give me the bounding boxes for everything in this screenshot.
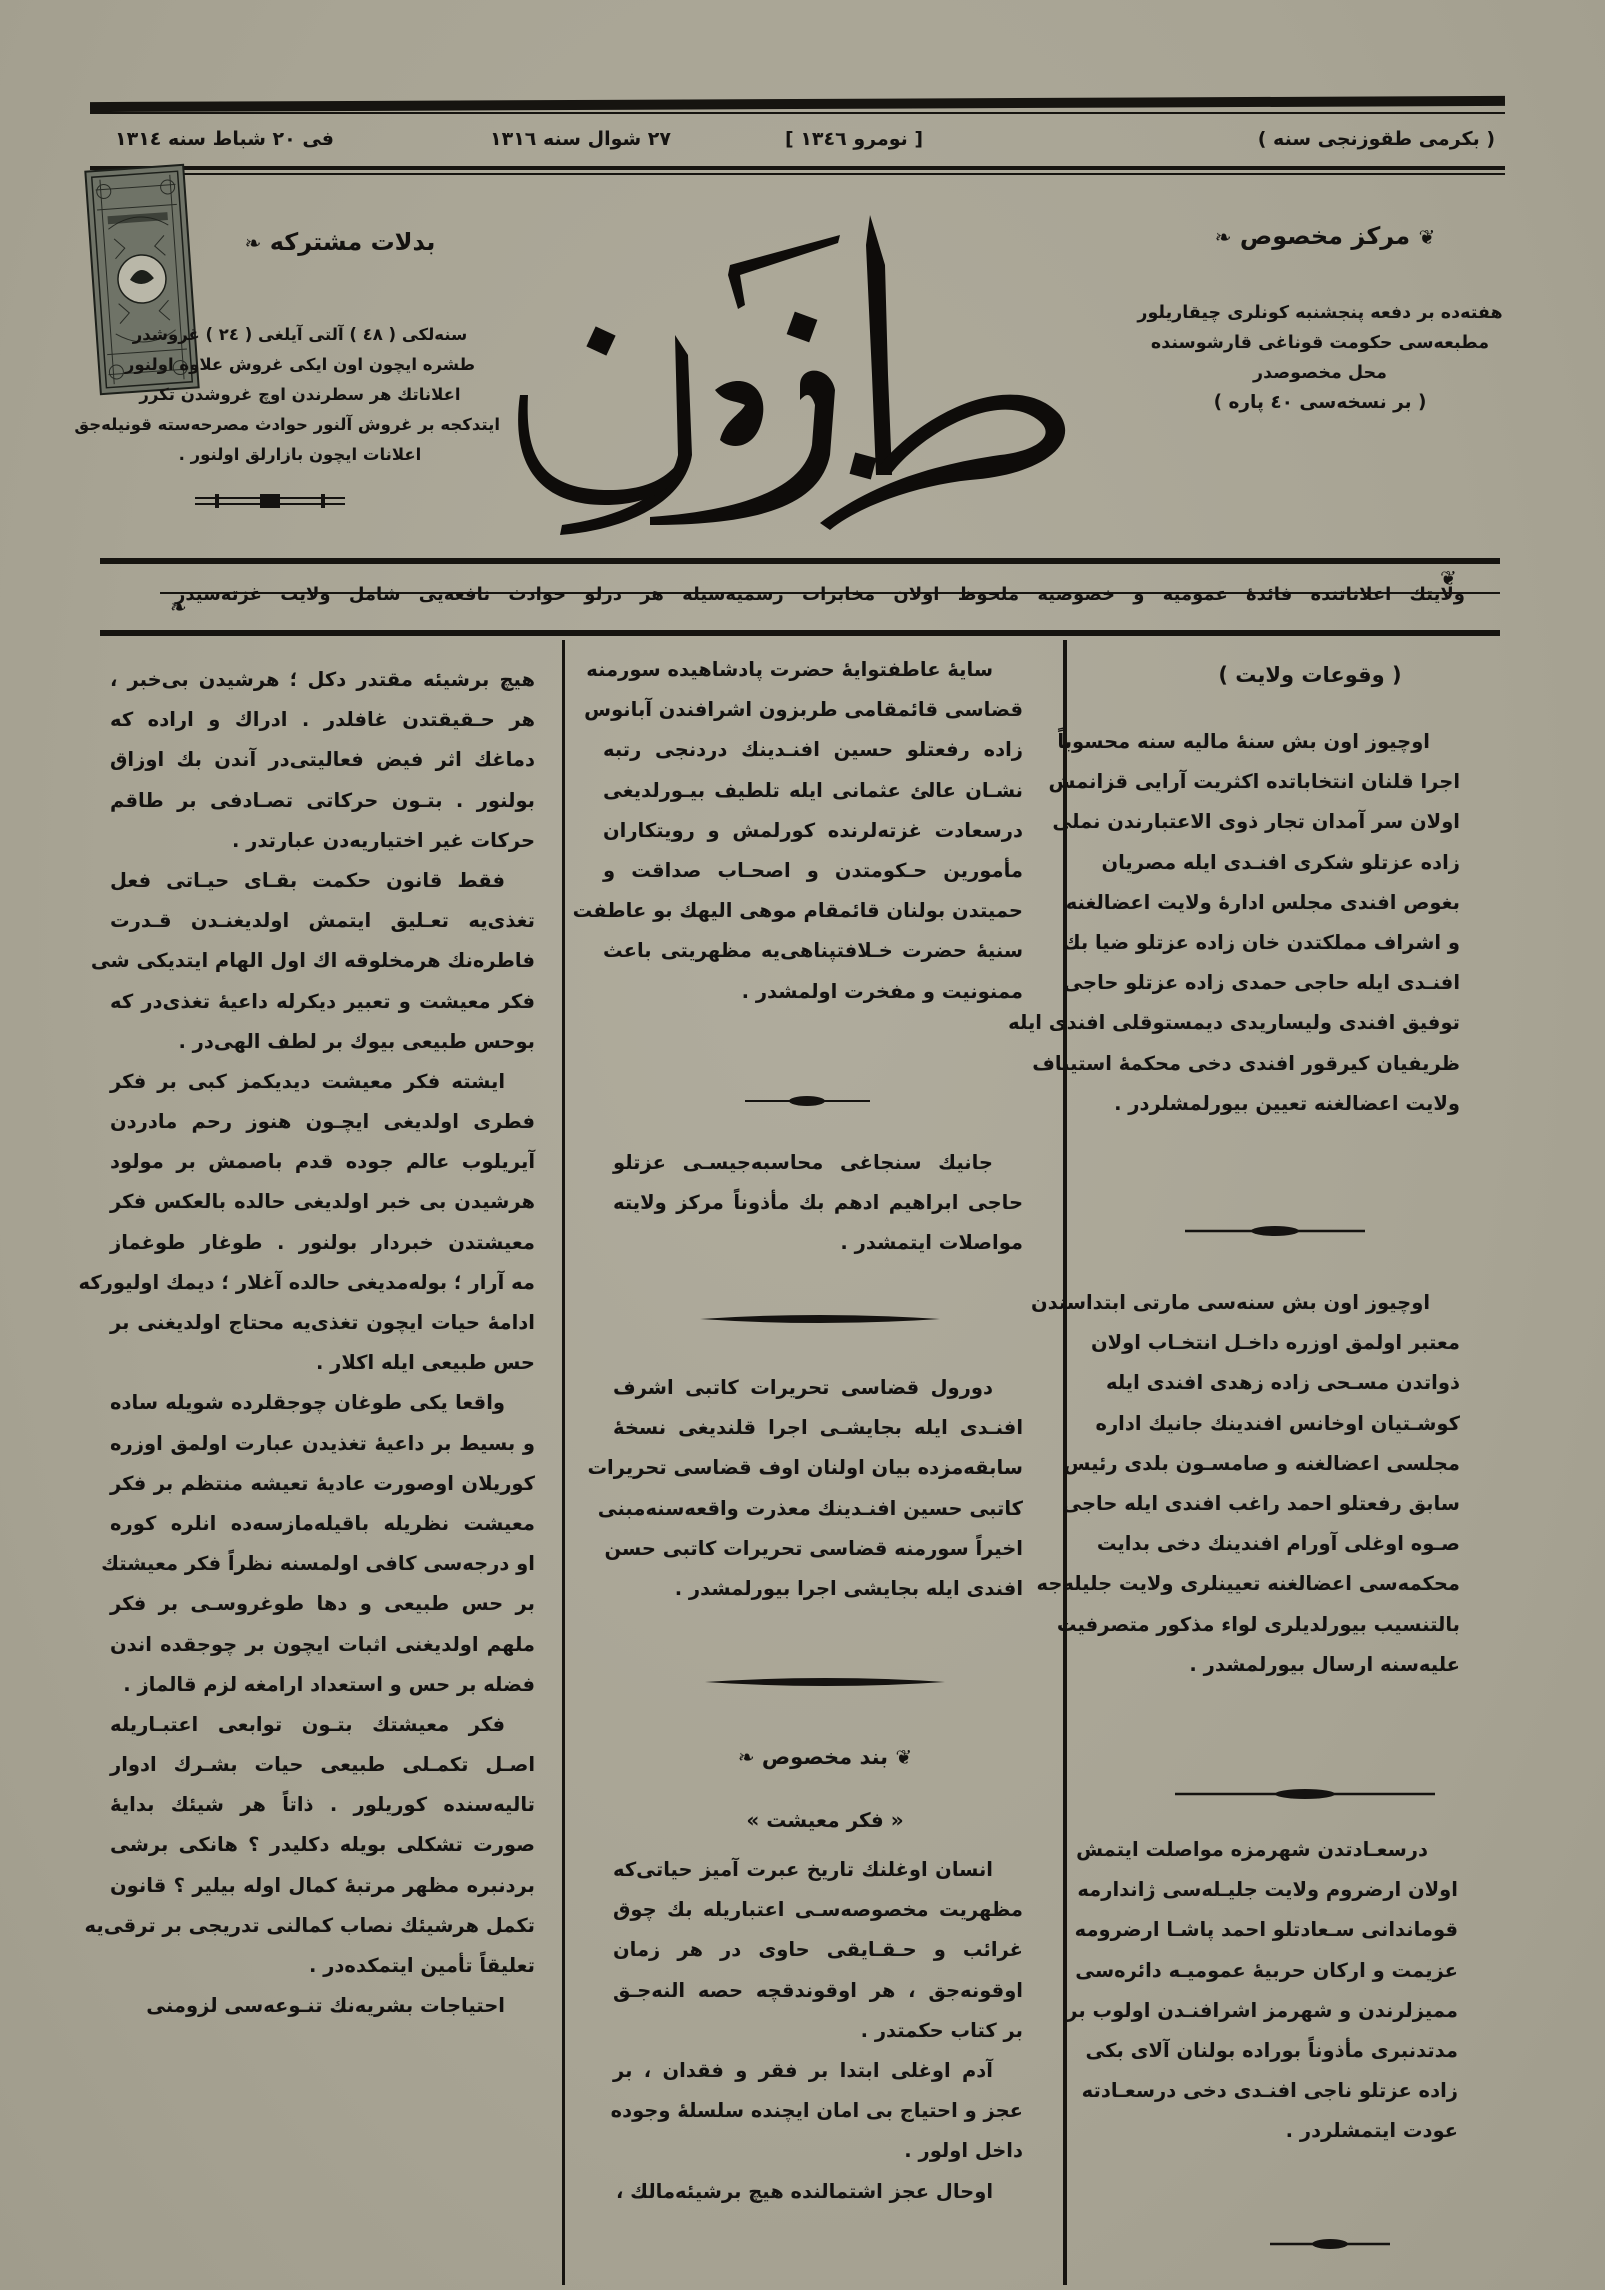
banner-top-rule — [100, 558, 1500, 564]
article-line: درسعـادتدن شهرمزه مواصلت ایتمش — [1076, 1838, 1428, 1861]
article-line: فکر معیشتك بتـون توابعی اعتبـاریله — [110, 1712, 505, 1736]
feature-article — [610, 1850, 1023, 2212]
article — [1030, 1283, 1460, 1685]
article-line: ادامهٔ حیات ایچون تغذی‌یه محتاج اولدیغنی بر — [110, 1311, 535, 1334]
article — [1008, 722, 1460, 1124]
article-line: مأمورین حـکومتدن و اصحـاب صداقت و — [603, 858, 1023, 882]
article-line: دورول قضاسی تحریرات کاتبی اشرف — [613, 1376, 993, 1399]
office-line: محل مخصوصدر — [1253, 363, 1387, 383]
article-line: اوچیوز اون بش سنهٔ مالیه سنه محسوباً — [1057, 730, 1430, 753]
article-line: تالیه‌سنده کوریلور . ذاتاً هر شیئك بدایهٔ — [110, 1793, 535, 1817]
rumi-date: فی ۲۰ شباط سنه ۱۳۱٤ — [115, 128, 334, 150]
article-line: هرشیدن بی خبر اولدیغی حالده بالعکس فکر — [110, 1190, 535, 1214]
article-line: تکمل هرشیئك نصاب کمالنی تدریجی بر ترقی‌یه — [84, 1913, 535, 1937]
ornament-icon: ❧ — [737, 1745, 755, 1769]
article-line: محکمه‌سی اعضالغنه تعیینلری ولایت جلیله‌جه — [1036, 1572, 1460, 1596]
masthead-logo — [500, 205, 1090, 535]
ornament-icon: ❦ — [895, 1745, 913, 1769]
article-line: حاجی ابراهیم ادهم بك مأذوناً مرکز ولایته — [613, 1191, 1023, 1215]
banner-text: ولایتك اعلاناتنده فائدهٔ عمومیه و خصوصیه ملحوظ اولان مخابرات رسمیه‌سیله هر درلو حوادث نافعه‌یی شامل ولایت غزته‌سیدر — [175, 584, 1465, 605]
divider-ornament — [745, 1095, 870, 1107]
article-line: نشـان عالئ عثمانی ایله تلطیف بیـورلدیغی — [603, 778, 1023, 802]
article-line: معیشت نظریله باقیله‌مازسه‌ده انلره کوره — [110, 1511, 535, 1535]
article-line: احتیاجات بشریه‌نك تنـوعه‌سی لزومنی — [146, 1994, 505, 2018]
divider-ornament — [195, 494, 345, 508]
article-line: مدتدنبری مأذوناً بوراده بولنان آلای بکی — [1085, 2038, 1458, 2062]
office-line: مطبعه‌سی حکومت قوناغی قارشوسنده — [1150, 333, 1490, 353]
article-line: فضله بر حس و استعداد ارامغه لزم قالماز . — [123, 1672, 535, 1696]
ornament-icon: ❦ — [1418, 225, 1436, 249]
subscription-lines — [74, 320, 500, 470]
ornament-icon: ❧ — [1214, 225, 1232, 249]
divider-ornament — [1270, 2238, 1390, 2250]
feature-continuation — [78, 660, 535, 2026]
article-line: فقط قانون حکمت بقـای حیـاتی فعل — [110, 868, 505, 892]
article-line: عزیمت و ارکان حربیهٔ عمومیـه دائره‌سی — [1075, 1958, 1458, 1982]
article-line: بالتنسیب بیورلدیلری لواء مذکور متصرفیت — [1056, 1612, 1460, 1636]
article-line: بر کتاب حکمتدر . — [860, 2018, 1023, 2042]
article-line: معیشتدن خبردار بولنور . طوغار طوغماز — [110, 1230, 535, 1254]
article — [613, 1143, 1023, 1264]
article-line: علیه‌سنه ارسال بیورلمشدر . — [1189, 1652, 1460, 1676]
article-line: سابقه‌مزده بیان اولنان اوف قضاسی تحریرات — [587, 1456, 1023, 1480]
issue-number: [ نومرو ۱۳٤٦ ] — [785, 128, 924, 150]
article-line: کاتبی حسین افنـدینك معذرت واقعه‌سنه‌مبنی — [597, 1496, 1023, 1520]
banner-bottom-rule — [100, 630, 1500, 636]
article-line: قضاسی قائمقامی طربزون اشرافندن آبانوس — [584, 698, 1023, 722]
article-line: درسعادت غزته‌لرنده کورلمش و رویتکاران — [603, 818, 1023, 842]
article-line: بردنبره مظهر مرتبهٔ کمال اوله بیلیر ؟ قانون — [110, 1873, 535, 1897]
column-divider — [562, 640, 565, 2285]
article-line: بولنور . بتـون حرکاتی تصـادفی بر طاقم — [110, 788, 535, 812]
article-line: هیچ برشیئه مقتدر دکل ؛ هرشیدن بی‌خبر ، — [110, 668, 535, 691]
ornament-icon: ❧ — [170, 595, 187, 619]
ornament-icon: ❦ — [1440, 566, 1457, 590]
article-line: معتبر اولمق اوزره داخـل انتخـاب اولان — [1090, 1331, 1460, 1355]
article — [587, 1368, 1023, 1609]
article-line: بغوص افندی مجلس ادارهٔ ولایت اعضالغنه — [1065, 890, 1460, 914]
article-line: داخل اولور . — [904, 2139, 1023, 2163]
subscription-line: ایتدکجه بر غروش آلنور حوادث مصرحه‌سته قونیله‌جق — [74, 415, 500, 434]
section-title-text: بند مخصوص — [761, 1745, 889, 1769]
article-line: حرکات غیر اختیاریه‌دن عبارتدر . — [231, 828, 535, 852]
article-line: قوماندانی سـعادتلو احمد پاشـا ارضرومه — [1074, 1918, 1458, 1942]
article-line: غرائب و حـقـایقی حاوی در هر زمان — [613, 1938, 1023, 1962]
article-line: ایشته فکر معیشت دیدیکمز کبی بر فکر — [110, 1069, 505, 1093]
article-line: مواصلات ایتمشدر . — [840, 1231, 1023, 1255]
article-line: ممیزلرندن و شهرمز اشرافنـدن اولوب بر — [1066, 1998, 1458, 2022]
article-line: زاده رفعتلو حسین افنـدینك دردنجی رتبه — [603, 738, 1023, 762]
office-line: ( بر نسخه‌سی ٤۰ پاره ) — [1213, 392, 1427, 413]
article-line: تغذی‌یه تعـلیق ایتمش اولدیغنـدن قـدرت — [110, 909, 535, 933]
article-line: ممنونیت و مفخرت اولمشدر . — [741, 979, 1023, 1003]
article-line: بوحس طبیعی بیوك بر لطف الهی‌در . — [178, 1029, 535, 1053]
article-line: جانیك سنجاغی محاسبه‌جیسـی عزتلو — [613, 1151, 993, 1174]
office-title-text: مرکز مخصوص — [1239, 222, 1411, 250]
office-lines — [1120, 298, 1520, 418]
section-title-special — [665, 1745, 985, 1769]
article-line: او درجه‌سی کافی اولمسنه نظراً فکر معیشتك — [101, 1552, 535, 1576]
subscription-title-text: بدلات مشترکه — [269, 228, 436, 256]
article-line: فطری اولدیغی ایچـون هنوز رحم مادردن — [110, 1110, 535, 1134]
article — [572, 650, 1023, 1012]
article-line: عودت ایتمشلردر . — [1285, 2119, 1458, 2143]
article-line: صورت تشکلی بویله دکلیدر ؟ هانکی برشی — [110, 1833, 535, 1857]
article-line: صـوه اوغلی آورام افندینك دخی بدایت — [1096, 1532, 1460, 1556]
divider-ornament — [705, 1676, 945, 1688]
subscription-line: اعلانات ایچون بازارلق اولنور . — [178, 445, 422, 464]
article-line: مه آرار ؛ بوله‌مدیغی حالده آغلار ؛ دیمك اولیورکه — [78, 1270, 535, 1294]
top-thick-rule — [90, 96, 1505, 112]
article-line: کوریلان اوصورت عادیهٔ تعیشه منتظم بر فکر — [110, 1471, 535, 1495]
article-line: و بسیط بر داعیهٔ تغذیدن عبارت اولمق اوزره — [110, 1431, 535, 1455]
article-line: سابق رفعتلو احمد راغب افندی ایله حاجی — [1062, 1491, 1460, 1515]
feature-subtitle: « فکر معیشت » — [746, 1808, 904, 1832]
article-line: اصـل تکمـلی طبیعی حیات بشـرك ادوار — [110, 1753, 535, 1777]
divider-ornament — [700, 1313, 940, 1325]
article-line: عجز و احتیاج بی امان ایچنده سلسلهٔ وجوده — [610, 2099, 1023, 2123]
article-line: افندی ایله بجایشی اجرا بیورلمشدر . — [674, 1576, 1023, 1600]
article-line: مجلسی اعضالغنه و صامسـون بلدی رئیس — [1063, 1451, 1460, 1475]
article-line: کوشـتیان اوخانس افندینك جانیك اداره — [1095, 1411, 1460, 1435]
article-line: فکر معیشت و تعبیر دیکرله داعیهٔ تغذی‌در که — [110, 989, 535, 1013]
article-line: اولان سر آمدان تجار ذوی الاعتبارندن نملی — [1052, 810, 1460, 834]
article-line: افنـدی ایله حاجی حمدی زاده عزتلو حاجی — [1063, 971, 1460, 995]
article-line: سنیهٔ حضرت خـلافتپناهی‌یه مظهریتی باعث — [603, 939, 1023, 963]
article-line: سایهٔ عاطفتوایهٔ حضرت پادشاهیده سورمنه — [586, 658, 993, 681]
article-line: اوقونه‌جق ، هر اوقوندقچه حصه النه‌جـق — [613, 1978, 1023, 2002]
subscription-line: سنه‌لکی ( ٤۸ ) آلتی آیلغی ( ۲٤ ) غروشدر — [132, 325, 468, 344]
article-line: آیریلوب عالم جوده قدم باصمش بر مولود — [110, 1150, 535, 1174]
header-rule — [90, 166, 1505, 170]
subscription-line: اعلاناتك هر سطرندن اوچ غروشدن تکرر — [139, 385, 461, 404]
article-line: ولایت اعضالغنه تعیین بیورلمشلردر . — [1114, 1091, 1460, 1115]
article-line: آدم اوغلی ابتدا بر فقر و فقدان ، بر — [613, 2058, 993, 2082]
masthead-calligraphy — [500, 205, 1090, 535]
article-line: افنـدی ایله بجایشـی اجرا قلندیغی نسخهٔ — [613, 1416, 1023, 1440]
subscription-title — [210, 228, 470, 256]
article-line: توفیق افندی ولیساریدی دیمستوقلی افندی ایله — [1008, 1011, 1460, 1035]
hijri-date: ۲۷ شوال سنه ۱۳۱٦ — [490, 128, 671, 150]
article-line: اجرا قلنان انتخاباتده اکثریت آرایی قزانمش — [1048, 770, 1460, 794]
office-line: هفته‌ده بر دفعه پنجشنبه کونلری چیقاریلور — [1137, 303, 1503, 323]
year-label: ( بکرمی طقوزنجی سنه ) — [1257, 128, 1495, 150]
article-line: ملهم اولدیغنی اثبات ایچون بر چوجقده اندن — [110, 1632, 535, 1656]
ornament-icon: ❧ — [244, 231, 262, 255]
article-line: دماغك اثر فیض فعالیتی‌در آندن بك اوزاق — [110, 748, 535, 772]
office-title — [1175, 222, 1475, 250]
subscription-line: طشره ایچون اون ایکی غروش علاوه اولنور — [124, 355, 476, 374]
divider-ornament — [1185, 1225, 1365, 1237]
article-line: واقعا یکی طوغان چوجقلرده شویله ساده — [110, 1391, 505, 1415]
article-line: اوچیوز اون بش سنه‌سی مارتی ابتداسندن — [1030, 1291, 1430, 1314]
article-line: هر حـقیقتدن غافلدر . ادراك و اراده که — [110, 708, 535, 732]
article-line: تعلیقاً تأمین ایتمکده‌در . — [309, 1954, 535, 1977]
article-line: ذواتدن مسـحی زاده زهدی افندی ایله — [1106, 1371, 1460, 1395]
article-line: حمیتدن بولنان قائمقام موهی الیهك بو عاطفت — [572, 899, 1023, 923]
article-line: اولان ارضروم ولایت جلیـله‌سی ژاندارمه — [1077, 1878, 1458, 1902]
article-line: و اشراف مملکتدن خان زاده عزتلو ضیا بك — [1062, 930, 1460, 954]
header-rule-thin — [90, 173, 1505, 175]
article-line: ظریفیان کیرقور افندی دخی محکمهٔ استیناف — [1032, 1051, 1460, 1075]
article-line: اخیراً سورمنه قضاسی تحریرات کاتبی حسن — [604, 1536, 1023, 1560]
divider-ornament — [1175, 1788, 1435, 1800]
article-line: زاده عزتلو ناجی افنـدی دخی درسعـادته — [1081, 2079, 1458, 2103]
article-line: انسان اوغلنك تاریخ عبرت آمیز حیاتی‌که — [613, 1858, 993, 1881]
article-line: فاطره‌نك هرمخلوقه اك اول الهام ایتدیکی شی — [90, 949, 535, 973]
article-line: حس طبیعی ایله اکلار . — [315, 1351, 535, 1375]
article-line: مظهریت مخصوصه‌سـی اعتباریله بك چوق — [613, 1898, 1023, 1922]
article-line: اوحال عجز اشتمالنده هیچ برشیئه‌مالك ، — [615, 2179, 993, 2203]
article-line: زاده عزتلو شکری افنـدی ایله مصریان — [1101, 850, 1460, 874]
article-line: بر حس طبیعی و دها طوغروسـی بر فکر — [110, 1592, 535, 1616]
top-thin-rule — [90, 112, 1505, 114]
article — [1066, 1830, 1458, 2152]
section-title-provincial-news: ( وقوعات ولایت ) — [1218, 663, 1402, 687]
